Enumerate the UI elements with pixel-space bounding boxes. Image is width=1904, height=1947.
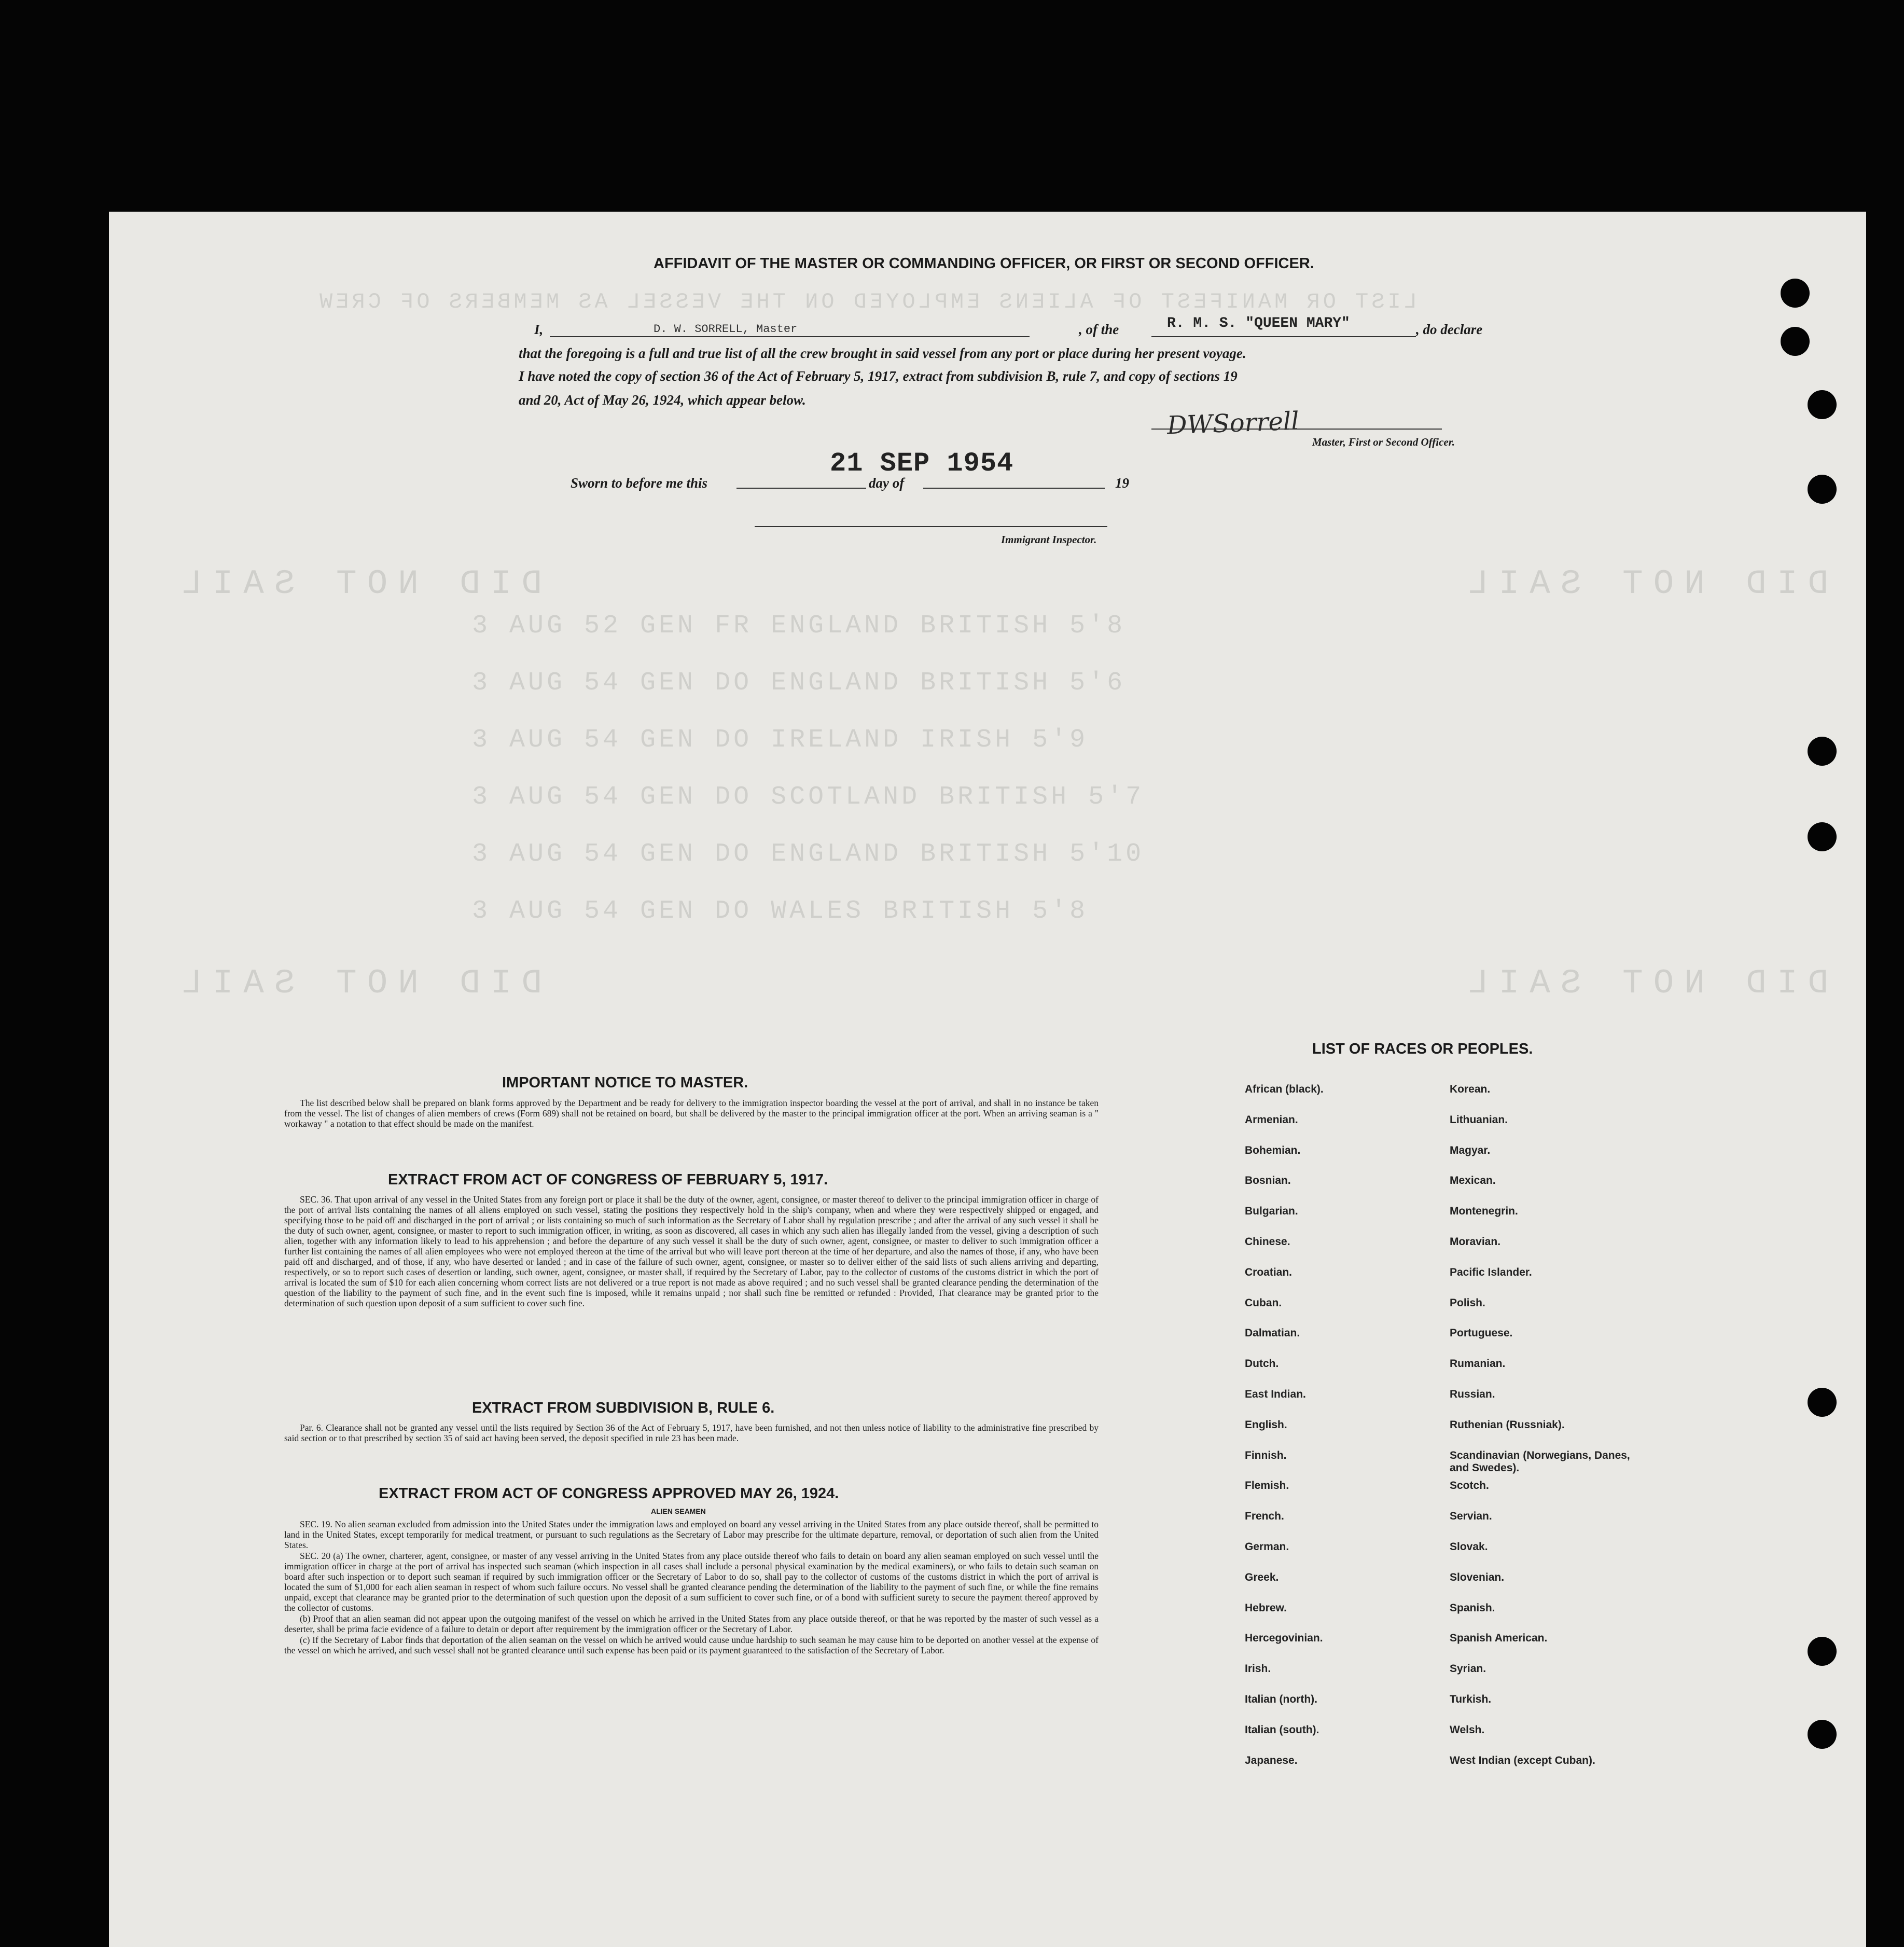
race-item: East Indian. bbox=[1245, 1388, 1306, 1400]
race-item: West Indian (except Cuban). bbox=[1450, 1754, 1595, 1766]
document-sheet: LIST OR MANIFEST OF ALIENS EMPLOYED ON THE VESSEL AS MEMBERS OF CREW DID NOT SAIL DID NOT SAIL DID NOT SAIL DID NOT SAIL 3 AUG 52 GEN FR ENGLAND BRITISH 5'8 3 AUG 54 GEN DO ENGLAND BRITISH 5'6 3 AUG 54 GEN DO IRELAND IRISH 5'9 3 AUG 54 GEN DO SCOTLAND BRITISH 5'7 3 AUG 54 GEN DO ENGLAND BRITISH 5'10 3 AUG 54 GEN DO WALES BRITISH 5'8 AFFIDAVIT OF THE MASTER OR COMMANDING OFFICER, OR FIRST OR SECOND OFFICER. I, D. W. SORRELL, Master , of the R. M. S. "QUEEN MARY" , do declare that the foregoing is a full and true list of all the crew brought in said vessel from any port or place during her present voyage. I have noted the copy of section 36 of the Act of February 5, 1917, extract from subdivision B, rule 7, and copy of sections 19 and 20, Act of May 26, 1924, which appear below. DWSorrell Master, First or Second Officer. Sworn to before me this 21 SEP 1954 day of 19 Immigrant Inspector. IMPORTANT NOTICE TO MASTER. The list described below shall be prepared on blank forms approved by the Department and be ready for delivery to the immigration inspector boarding the vessel at the port of arrival, and shall in no instance be taken from the vessel. The list of changes of alien members of crews (Form 689) shall not be retained on board, but shall be delivered by the master to the principal immigration officer at the port. When an arriving seaman is a " workaway " a notation to that effect should be made on the manifest. EXTRACT FROM ACT OF CONGRESS OF FEBRUARY 5, 1917. SEC. 36. That upon arrival of any vessel in the United States from any foreign port or place it shall be the duty of the owner, agent, consignee, or master thereof to deliver to the principal immigration officer in charge of the port of arrival lists containing the names of all aliens employed on such vessel, stating the positions they respectively hold in the ship's company, when and where they were respectively shipped or engaged, and specifying those to be paid off and discharged in the port of arrival ; or lists containing so much of such information as the Secretary of Labor shall by regulation prescribe ; and after the arrival of any such vessel it shall be the duty of such owner, agent, consignee, or master to report to such immigration officer, in writing, as soon as discovered, all cases in which any such alien has illegally landed from the vessel, giving a description of such alien, together with any information likely to lead to his apprehension ; and before the departure of any such vessel it shall be the duty of such owner, agent, consignee, or master to deliver to such immigration officer a further list containing the names of all alien employees who were not employed thereon at the time of the arrival but who will leave port thereon at the time of her departure, and also the names of those, if any, who have been paid off and discharged, and of those, if any, who have deserted or landed ; and in case of the failure of such owner, agent, consignee, or master so to deliver either of the said lists of such aliens arriving and departing, respectively, or so to report such cases of desertion or landing, such owner, agent, consignee, or master shall, if required by the Secretary of Labor, pay to the collector of customs of the customs district in which the port of arrival is located the sum of $10 for each alien concerning whom correct lists are not delivered or a true report is not made as above required ; and no such vessel shall be granted clearance pending the determination of the question of the liability to the payment of such fine, and in the event such fine is imposed, while it remains unpaid ; nor shall such fine be remitted or refunded : Provided, That clearance may be granted prior to the determination of such question upon deposit of a sum sufficient to cover such fine. EXTRACT FROM SUBDIVISION B, RULE 6. Par. 6. Clearance shall not be granted any vessel until the lists required by Section 36 of the Act of February 5, 1917, have been furnished, and not then unless notice of liability to the administrative fine prescribed by said section or to that prescribed by section 35 of said act having been served, the deposit specified in rule 23 has been made. EXTRACT FROM ACT OF CONGRESS APPROVED MAY 26, 1924. ALIEN SEAMEN SEC. 19. No alien seaman excluded from admission into the United States under the immigration laws and employed on board any vessel arriving in the United States from any place outside thereof, shall be permitted to land in the United States, except temporarily for medical treatment, or pursuant to such regulations as the Secretary of Labor may prescribe for the ultimate departure, removal, or deportation of such alien from the United States. SEC. 20 (a) The owner, charterer, agent, consignee, or master of any vessel arriving in the United States from any place outside thereof who fails to detain on board any alien seaman employed on such vessel until the immigration officer in charge at the port of arrival has inspected such seaman (which inspection in all cases shall include a personal physical examination by the medical examiners), or who fails to detain such seaman on board after such inspection or to deport such seaman if required by such immigration officer or the Secretary of Labor to do so, shall pay to the collector of customs of the customs district in which the port of arrival is located the sum of $1,000 for each alien seaman in respect of whom such failure occurs. No vessel shall be granted clearance pending the determination of the liability to the payment of such fine, or while the fine remains unpaid, except that clearance may be granted prior to the determination of such question upon the deposit of a sum sufficient to cover such fine, or of a bond with sufficient surety to secure the payment thereof approved by the collector of customs. (b) Proof that an alien seaman did not appear upon the outgoing manifest of the vessel on which he arrived in the United States from any place outside thereof, or that he was reported by the master of such vessel as a deserter, shall be prima facie evidence of a failure to detain or deport after requirement by the immigration officer or the Secretary of Labor. (c) If the Secretary of Labor finds that deportation of the alien seaman on the vessel on which he arrived would cause undue hardship to such seaman he may cause him to be deported on another vessel at the expense of the vessel on which he arrived, and such vessel shall not be granted clearance until such expense has been paid or its payment guaranteed to the satisfaction of the Secretary of Labor. LIST OF RACES OR PEOPLES. African (black). Armenian. Bohemian. Bosnian. Bulgarian. Chinese. Croatian. Cuban. Dalmatian. Dutch. East Indian. English. Finnish. Flemish. French. German. Greek. Hebrew. Hercegovinian. Irish. Italian (north). Italian (south). Japanese. Korean. Lithuanian. Magyar. Mexican. Montenegrin. Moravian. Pacific Islander. Polish. Portuguese. Rumanian. Russian. Ruthenian (Russniak). Scandinavian (Norwegians, Danes, and Swedes). Scotch. Servian. Slovak. Slovenian. Spanish. Spanish American. Syrian. Turkish. Welsh. West Indian (except Cuban). bbox=[109, 212, 1866, 1947]
race-item: Polish. bbox=[1450, 1296, 1485, 1309]
race-item: Dalmatian. bbox=[1245, 1327, 1300, 1340]
race-item: Finnish. bbox=[1245, 1449, 1287, 1461]
extract-1924-title: EXTRACT FROM ACT OF CONGRESS APPROVED MAY 26, 1924. bbox=[379, 1485, 839, 1502]
race-item: Irish. bbox=[1245, 1663, 1271, 1675]
race-item: Scotch. bbox=[1450, 1480, 1489, 1492]
extract-1917-text bbox=[284, 1194, 1099, 1309]
notice-paragraph: The list described below shall be prepared on blank forms approved by the Department and be ready for delivery to the immigration inspector boarding the vessel at the port of arrival, and shall in no instance be taken from the vessel. The list of changes of alien members of crews (Form 689) shall not be retained on board, but shall be delivered by the master to the principal immigration officer at the port. When an arriving seaman is a " workaway " a notation to that effect should be made on the manifest. bbox=[284, 1098, 1099, 1129]
race-item: Rumanian. bbox=[1450, 1358, 1506, 1370]
sworn-month-line bbox=[923, 488, 1105, 489]
race-item: Pacific Islander. bbox=[1450, 1266, 1532, 1278]
race-item: Dutch. bbox=[1245, 1358, 1279, 1370]
race-item: Bulgarian. bbox=[1245, 1205, 1298, 1218]
races-right-column bbox=[1450, 1083, 1636, 1785]
subdivision-title: EXTRACT FROM SUBDIVISION B, RULE 6. bbox=[472, 1400, 775, 1416]
section-20c-paragraph: (c) If the Secretary of Labor finds that deportation of the alien seaman on the vessel on which he arrived would cause undue hardship to such seaman he may cause him to be deported on another vessel at the expense of the vessel on which he arrived, and such vessel shall not be granted clearance until such expense has been paid or its payment guaranteed to the satisfaction of the Secretary of Labor. bbox=[284, 1635, 1099, 1655]
race-item: Korean. bbox=[1450, 1083, 1491, 1095]
race-item: Croatian. bbox=[1245, 1266, 1293, 1278]
declarant-name: D. W. SORRELL, Master bbox=[654, 323, 798, 336]
race-item: Cuban. bbox=[1245, 1296, 1282, 1309]
rule-6-paragraph: Par. 6. Clearance shall not be granted any vessel until the lists required by Section 36 of the Act of February 5, 1917, have been furnished, and not then unless notice of liability to the administrative fine prescribed by said section or to that prescribed by section 35 of said act having been served, the deposit specified in rule 23 has been made. bbox=[284, 1423, 1099, 1443]
race-item: Bohemian. bbox=[1245, 1144, 1301, 1156]
day-of: day of bbox=[869, 475, 905, 491]
race-item: French. bbox=[1245, 1510, 1284, 1523]
punch-hole bbox=[1808, 1637, 1837, 1666]
race-item: Ruthenian (Russniak). bbox=[1450, 1418, 1565, 1431]
race-item: Scandinavian (Norwegians, Danes, and Swedes). bbox=[1450, 1449, 1630, 1474]
date-stamp: 21 SEP 1954 bbox=[830, 448, 1014, 479]
vessel-line bbox=[1151, 336, 1416, 337]
race-item: Welsh. bbox=[1450, 1723, 1485, 1736]
alien-seamen-subtitle: ALIEN SEAMEN bbox=[651, 1507, 706, 1515]
vessel-name: R. M. S. "QUEEN MARY" bbox=[1167, 315, 1350, 332]
race-item: Flemish. bbox=[1245, 1480, 1289, 1492]
inspector-caption: Immigrant Inspector. bbox=[1001, 533, 1097, 546]
extract-1917-title: EXTRACT FROM ACT OF CONGRESS OF FEBRUARY 5, 1917. bbox=[388, 1171, 828, 1188]
signature-caption: Master, First or Second Officer. bbox=[1312, 436, 1455, 448]
notice-title: IMPORTANT NOTICE TO MASTER. bbox=[502, 1074, 748, 1091]
race-item: Slovak. bbox=[1450, 1540, 1488, 1553]
do-declare: , do declare bbox=[1416, 322, 1483, 337]
punch-hole bbox=[1808, 1720, 1837, 1749]
affidavit-line-2: that the foregoing is a full and true list of all the crew brought in said vessel from any port or place during her present voyage. bbox=[519, 346, 1246, 361]
race-item: Montenegrin. bbox=[1450, 1205, 1518, 1218]
race-item: Bosnian. bbox=[1245, 1175, 1291, 1187]
race-item: Armenian. bbox=[1245, 1113, 1298, 1126]
declarant-prefix: I, bbox=[534, 322, 544, 337]
race-item: Servian. bbox=[1450, 1510, 1492, 1523]
section-36-paragraph: SEC. 36. That upon arrival of any vessel in the United States from any foreign port or place it shall be the duty of the owner, agent, consignee, or master thereof to deliver to the principal immigration officer in charge of the port of arrival lists containing the names of all aliens employed on such vessel, stating the positions they respectively hold in the ship's company, when and where they were respectively shipped or engaged, and specifying those to be paid off and discharged in the port of arrival ; or lists containing so much of such information as the Secretary of Labor shall by regulation prescribe ; and after the arrival of any such vessel it shall be the duty of such owner, agent, consignee, or master to report to such immigration officer, in writing, as soon as discovered, all cases in which any such alien has illegally landed from the vessel, giving a description of such alien, together with any information likely to lead to his apprehension ; and before the departure of any such vessel it shall be the duty of such owner, agent, consignee, or master to deliver to such immigration officer a further list containing the names of all alien employees who were not employed thereon at the time of the arrival but who will leave port thereon at the time of her departure, and also the names of those, if any, who have been paid off and discharged, and of those, if any, who have deserted or landed ; and in case of the failure of such owner, agent, consignee, or master so to deliver either of the said lists of such aliens arriving and departing, respectively, or so to report such cases of desertion or landing, such owner, agent, consignee, or master shall, if required by the Secretary of Labor, pay to the collector of customs of the customs district in which the port of arrival is located the sum of $10 for each alien concerning whom correct lists are not delivered or a true report is not made as above required ; and no such vessel shall be granted clearance pending the determination of the question of the liability to the payment of such fine, and in the event such fine is imposed, while it remains unpaid ; nor shall such fine be remitted or refunded : Provided, That clearance may be granted prior to the determination of such question upon deposit of a sum sufficient to cover such fine. bbox=[284, 1194, 1099, 1308]
race-item: Magyar. bbox=[1450, 1144, 1491, 1156]
race-item: Greek. bbox=[1245, 1571, 1279, 1583]
affidavit-line-4: and 20, Act of May 26, 1924, which appear below. bbox=[519, 392, 806, 408]
races-left-column bbox=[1245, 1083, 1324, 1785]
punch-hole bbox=[1808, 737, 1837, 766]
punch-hole bbox=[1808, 822, 1837, 851]
affidavit-line-3: I have noted the copy of section 36 of the Act of February 5, 1917, extract from subdivision B, rule 7, and copy of sections 19 bbox=[519, 368, 1238, 384]
race-item: Hercegovinian. bbox=[1245, 1632, 1323, 1645]
extract-1924-text bbox=[284, 1519, 1099, 1656]
declarant-name-line bbox=[550, 336, 1030, 337]
race-item: German. bbox=[1245, 1540, 1289, 1553]
race-item: Italian (south). bbox=[1245, 1723, 1319, 1736]
race-item: Chinese. bbox=[1245, 1235, 1290, 1248]
punch-hole bbox=[1808, 1388, 1837, 1417]
races-title: LIST OF RACES OR PEOPLES. bbox=[1312, 1041, 1533, 1057]
race-item: Hebrew. bbox=[1245, 1601, 1287, 1614]
race-item: Russian. bbox=[1450, 1388, 1495, 1400]
punch-hole bbox=[1781, 327, 1810, 356]
race-item: Slovenian. bbox=[1450, 1571, 1505, 1583]
section-19-paragraph: SEC. 19. No alien seaman excluded from admission into the United States under the immigration laws and employed on board any vessel arriving in the United States from any place outside thereof, shall be permitted to land in the United States, except temporarily for medical treatment, or pursuant to such regulations as the Secretary of Labor may prescribe for the ultimate departure, removal, or deportation of such alien from the United States. bbox=[284, 1519, 1099, 1550]
race-item: Spanish American. bbox=[1450, 1632, 1548, 1645]
year-prefix: 19 bbox=[1115, 475, 1129, 491]
notice-text bbox=[284, 1098, 1099, 1129]
race-item: African (black). bbox=[1245, 1083, 1324, 1095]
punch-hole bbox=[1781, 279, 1810, 308]
race-item: Italian (north). bbox=[1245, 1693, 1317, 1705]
inspector-line bbox=[755, 526, 1107, 527]
section-20b-paragraph: (b) Proof that an alien seaman did not appear upon the outgoing manifest of the vessel on which he arrived in the United States from any place outside thereof, or that he was reported by the master of such vessel as a deserter, shall be prima facie evidence of a failure to detain or deport after requirement by the immigration officer or the Secretary of Labor. bbox=[284, 1613, 1099, 1634]
punch-hole bbox=[1808, 475, 1837, 504]
race-item: English. bbox=[1245, 1418, 1287, 1431]
sworn-day-line bbox=[736, 488, 866, 489]
race-item: Syrian. bbox=[1450, 1663, 1486, 1675]
master-signature: DWSorrell bbox=[1166, 406, 1300, 440]
race-item: Turkish. bbox=[1450, 1693, 1492, 1705]
race-item: Mexican. bbox=[1450, 1175, 1496, 1187]
sworn-prefix: Sworn to before me this bbox=[571, 475, 708, 491]
race-item: Lithuanian. bbox=[1450, 1113, 1508, 1126]
of-the-text: , of the bbox=[1079, 322, 1119, 337]
race-item: Moravian. bbox=[1450, 1235, 1501, 1248]
subdivision-text bbox=[284, 1423, 1099, 1444]
race-item: Portuguese. bbox=[1450, 1327, 1513, 1340]
signature-line bbox=[1151, 429, 1442, 430]
punch-hole bbox=[1808, 390, 1837, 419]
affidavit-title: AFFIDAVIT OF THE MASTER OR COMMANDING OFFICER, OR FIRST OR SECOND OFFICER. bbox=[654, 255, 1314, 272]
race-item: Japanese. bbox=[1245, 1754, 1298, 1766]
section-20a-paragraph: SEC. 20 (a) The owner, charterer, agent, consignee, or master of any vessel arriving in the United States from any place outside thereof who fails to detain on board any alien seaman employed on such vessel until the immigration officer in charge at the port of arrival has inspected such seaman (which inspection in all cases shall include a personal physical examination by the medical examiners), or who fails to detain such seaman on board after such inspection or to deport such seaman if required by such immigration officer or the Secretary of Labor to do so, shall pay to the collector of customs of the customs district in which the port of arrival is located the sum of $1,000 for each alien seaman in respect of whom such failure occurs. No vessel shall be granted clearance pending the determination of the liability to the payment of such fine, or while the fine remains unpaid, except that clearance may be granted prior to the determination of such question upon the deposit of a sum sufficient to cover such fine, or of a bond with sufficient surety to secure the payment thereof approved by the collector of customs. bbox=[284, 1551, 1099, 1613]
race-item: Spanish. bbox=[1450, 1601, 1495, 1614]
